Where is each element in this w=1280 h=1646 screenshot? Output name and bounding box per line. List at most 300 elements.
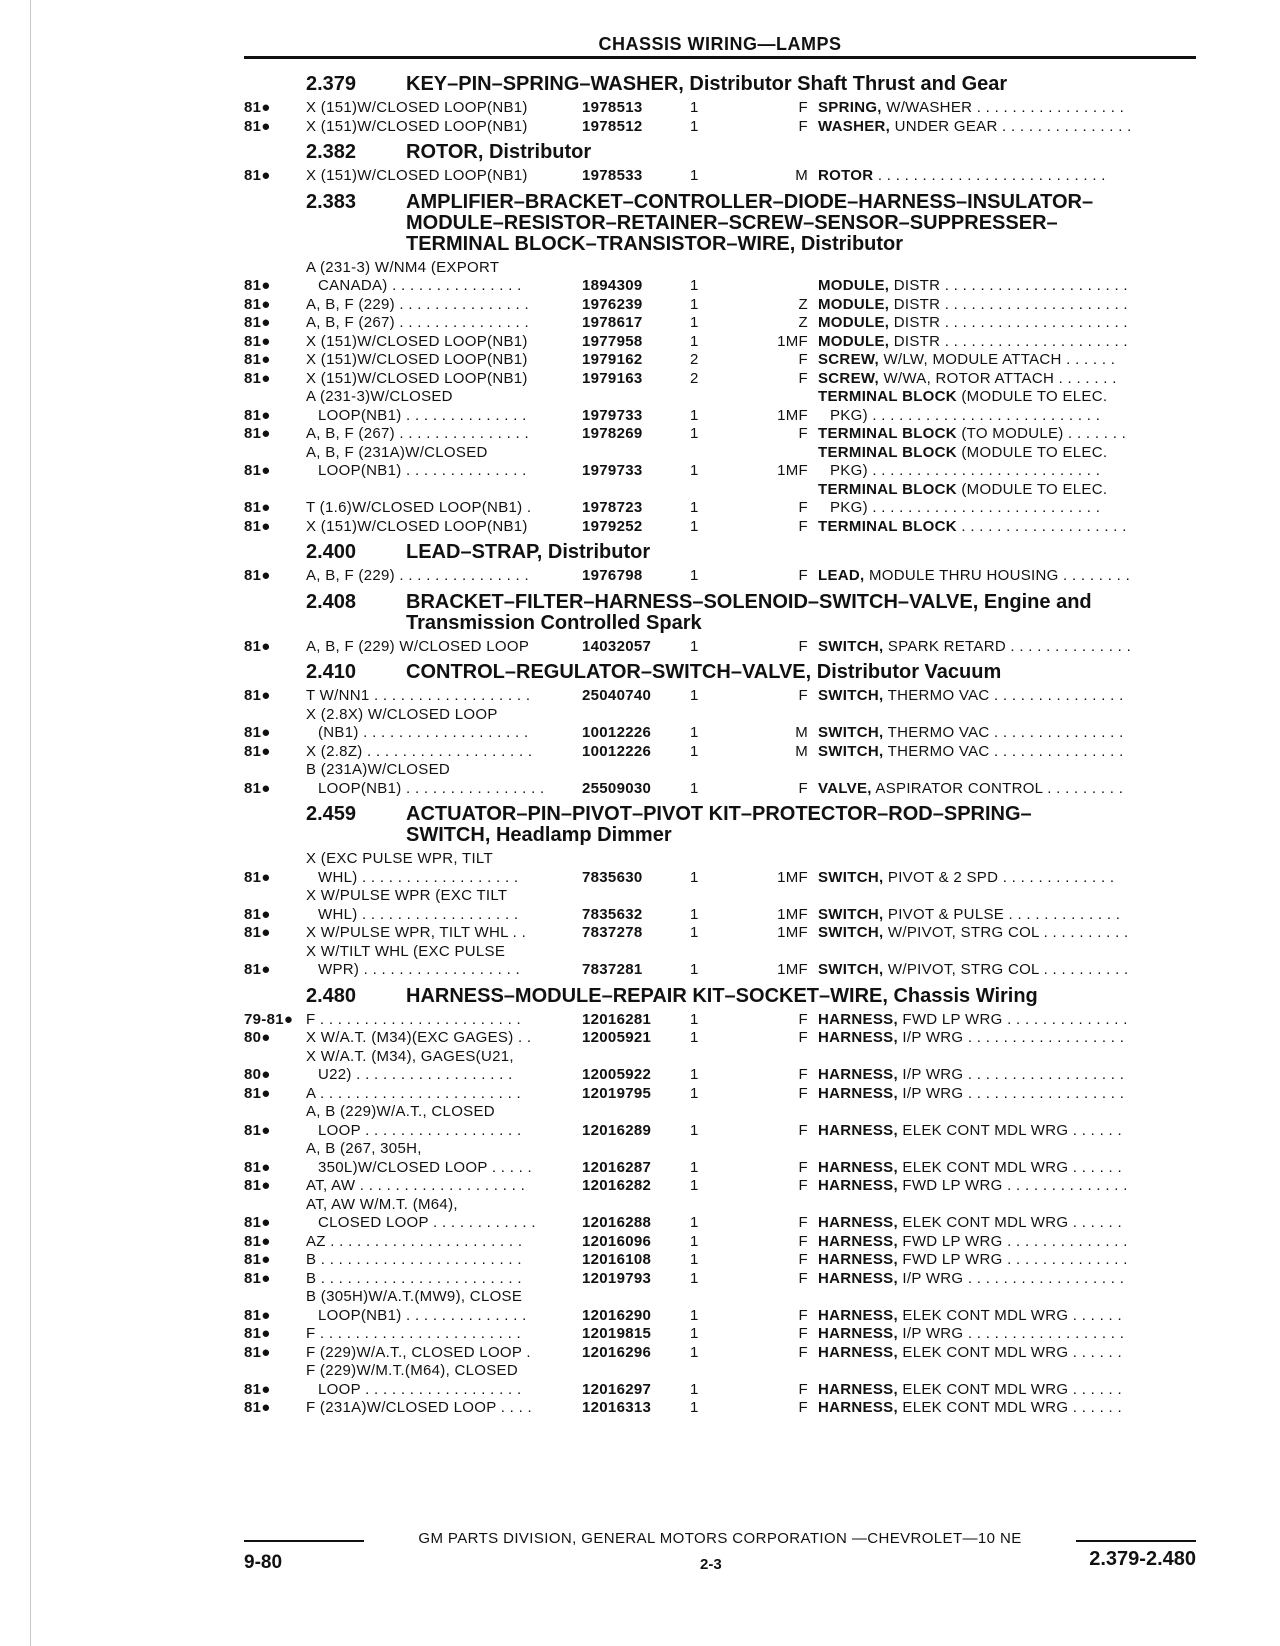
application-line: LOOP(NB1) . . . . . . . . . . . . . .	[318, 1306, 527, 1324]
part-number: 12016287	[582, 1158, 652, 1176]
description-line	[818, 1029, 1196, 1048]
source-code: F	[798, 1121, 808, 1139]
model-year: 81●	[244, 351, 271, 368]
model-year: 79-81●	[244, 1010, 294, 1028]
model-year: 81●	[244, 1399, 271, 1416]
description	[818, 906, 1196, 925]
application	[306, 1270, 582, 1289]
application-line: F (231A)W/CLOSED LOOP . . . .	[306, 1399, 532, 1416]
description-noun: HARNESS,	[818, 1158, 898, 1176]
part-row	[244, 518, 1196, 537]
description-line	[818, 743, 1196, 762]
part-row	[244, 887, 1196, 924]
source-code: 1MF	[777, 961, 808, 978]
description	[818, 370, 1196, 389]
description-noun: HARNESS,	[818, 1029, 898, 1046]
part-number: 25509030	[582, 779, 652, 797]
description-text: W/PIVOT, STRG COL . . . . . . . . . .	[887, 924, 1129, 941]
description	[818, 1029, 1196, 1048]
description-line	[818, 388, 1196, 407]
model-year: 81●	[244, 499, 271, 516]
source-code: F	[798, 1214, 808, 1231]
model-year: 81●	[244, 99, 271, 116]
description-noun: WASHER,	[818, 117, 891, 135]
part-number: 7837281	[582, 961, 643, 978]
application-line: X (151)W/CLOSED LOOP(NB1)	[306, 99, 528, 116]
description	[818, 638, 1196, 657]
application	[306, 333, 582, 352]
description	[818, 296, 1196, 315]
part-row	[244, 1048, 1196, 1085]
quantity: 1	[690, 117, 699, 135]
model-year: 81●	[244, 406, 271, 424]
quantity: 1	[690, 1306, 699, 1324]
part-row	[244, 1085, 1196, 1104]
part-row	[244, 1011, 1196, 1030]
description-text: PIVOT & PULSE . . . . . . . . . . . . .	[887, 905, 1121, 923]
description-line	[818, 1085, 1196, 1104]
quantity: 1	[690, 425, 699, 442]
quantity: 1	[690, 1121, 699, 1139]
model-year: 81●	[244, 961, 271, 978]
description-noun: SCREW,	[818, 369, 879, 387]
application-line: F (229)W/A.T., CLOSED LOOP .	[306, 1343, 531, 1361]
description	[818, 1399, 1196, 1418]
description-text: W/LW, MODULE ATTACH . . . . . .	[883, 351, 1116, 368]
description-noun: MODULE,	[818, 277, 890, 294]
source-code: 1MF	[777, 905, 808, 923]
application-line: A, B (229)W/A.T., CLOSED	[306, 1103, 495, 1120]
section-title-line: ACTUATOR–PIN–PIVOT–PIVOT KIT–PROTECTOR–ROD–SPRING–	[406, 804, 1032, 825]
description	[818, 924, 1196, 943]
catalog-section	[244, 142, 1196, 186]
model-year: 81●	[244, 1158, 271, 1176]
model-year: 81●	[244, 637, 271, 655]
application	[306, 1233, 582, 1252]
description-line	[818, 167, 1196, 186]
description-text: I/P WRG . . . . . . . . . . . . . . . . . .	[902, 1325, 1125, 1342]
part-row	[244, 1233, 1196, 1252]
part-row	[244, 1288, 1196, 1325]
application	[306, 425, 582, 444]
application	[306, 1103, 582, 1140]
section-title	[406, 74, 1196, 95]
catalog-section	[244, 662, 1196, 798]
part-row	[244, 167, 1196, 186]
description-text: FWD LP WRG . . . . . . . . . . . . . .	[902, 1010, 1128, 1028]
footer-rule-right	[1076, 1540, 1196, 1542]
description-text: PKG) . . . . . . . . . . . . . . . . . . . . . . . . . .	[830, 499, 1101, 516]
part-number: 12016297	[582, 1380, 652, 1398]
application-line: LOOP(NB1) . . . . . . . . . . . . . . . .	[318, 779, 545, 797]
section-number: 2.408	[306, 590, 357, 613]
description-text: THERMO VAC . . . . . . . . . . . . . . .	[887, 687, 1124, 704]
model-year: 81●	[244, 1380, 271, 1398]
application-line: U22) . . . . . . . . . . . . . . . . . .	[318, 1066, 513, 1083]
model-year: 81●	[244, 295, 271, 313]
application	[306, 259, 582, 296]
application	[306, 1048, 582, 1085]
application-line: LOOP . . . . . . . . . . . . . . . . . .	[318, 1121, 522, 1139]
description-text: DISTR . . . . . . . . . . . . . . . . . . . . .	[893, 295, 1128, 313]
application-line: CANADA) . . . . . . . . . . . . . . .	[318, 277, 522, 294]
model-year: 81●	[244, 1084, 271, 1102]
description-text: I/P WRG . . . . . . . . . . . . . . . . . .	[902, 1029, 1125, 1046]
source-code: F	[798, 1343, 808, 1361]
part-row	[244, 370, 1196, 389]
part-number: 1979162	[582, 351, 643, 368]
description	[818, 1381, 1196, 1400]
source-code: 1MF	[777, 868, 808, 886]
quantity: 1	[690, 1010, 699, 1028]
description	[818, 1085, 1196, 1104]
description-line	[818, 1399, 1196, 1418]
description-noun: HARNESS,	[818, 1066, 898, 1083]
quantity: 1	[690, 332, 699, 350]
application	[306, 706, 582, 743]
application-line: X (151)W/CLOSED LOOP(NB1)	[306, 517, 528, 535]
quantity: 1	[690, 1251, 699, 1268]
quantity: 1	[690, 1380, 699, 1398]
model-year: 81●	[244, 905, 271, 923]
source-code: M	[795, 167, 808, 184]
part-number: 1978512	[582, 117, 643, 135]
quantity: 1	[690, 462, 699, 479]
application-line: A, B, F (231A)W/CLOSED	[306, 443, 488, 461]
description-text: DISTR . . . . . . . . . . . . . . . . . . . . .	[893, 314, 1128, 331]
description-noun: HARNESS,	[818, 1380, 898, 1398]
part-number: 1979163	[582, 369, 643, 387]
source-code: F	[798, 1029, 808, 1046]
description-noun: SWITCH,	[818, 868, 884, 886]
section-number: 2.410	[306, 661, 357, 683]
description-noun: HARNESS,	[818, 1399, 898, 1416]
application-line: AZ . . . . . . . . . . . . . . . . . . . . . .	[306, 1232, 523, 1250]
part-row	[244, 1177, 1196, 1196]
part-number: 12016281	[582, 1010, 652, 1028]
part-number: 25040740	[582, 687, 652, 704]
model-year: 81●	[244, 369, 271, 387]
part-row	[244, 351, 1196, 370]
description-text: DISTR . . . . . . . . . . . . . . . . . . . . .	[893, 277, 1128, 294]
description-line	[818, 499, 1196, 518]
source-code: M	[795, 724, 808, 741]
description-line	[818, 1270, 1196, 1289]
section-title-line: KEY–PIN–SPRING–WASHER, Distributor Shaft Thrust and Gear	[406, 74, 1008, 95]
application	[306, 1011, 582, 1030]
description-noun: MODULE,	[818, 332, 890, 350]
section-title-line: CONTROL–REGULATOR–SWITCH–VALVE, Distributor Vacuum	[406, 662, 1002, 683]
part-row	[244, 743, 1196, 762]
application	[306, 1177, 582, 1196]
model-year: 81●	[244, 462, 271, 479]
part-row	[244, 1399, 1196, 1418]
description-line	[818, 1325, 1196, 1344]
quantity: 1	[690, 1325, 699, 1342]
description-line	[818, 1159, 1196, 1178]
application-line: WHL) . . . . . . . . . . . . . . . . . .	[318, 905, 519, 923]
part-row	[244, 850, 1196, 887]
model-year: 81●	[244, 517, 271, 535]
description-text: PKG) . . . . . . . . . . . . . . . . . . . . . . . . . .	[830, 462, 1101, 479]
application-line: LOOP . . . . . . . . . . . . . . . . . .	[318, 1380, 522, 1398]
part-number: 12016289	[582, 1121, 652, 1139]
application	[306, 99, 582, 118]
description-noun: TERMINAL BLOCK	[818, 517, 957, 535]
catalog-section	[244, 986, 1196, 1418]
description	[818, 687, 1196, 706]
description	[818, 333, 1196, 352]
section-title	[406, 142, 1196, 163]
description-line	[818, 924, 1196, 943]
section-number: 2.379	[306, 73, 357, 95]
description-noun: TERMINAL BLOCK	[818, 480, 957, 498]
model-year: 81●	[244, 567, 271, 584]
part-number: 12019793	[582, 1269, 652, 1287]
application	[306, 370, 582, 389]
description	[818, 869, 1196, 888]
part-number: 1978269	[582, 425, 643, 442]
source-code: F	[798, 567, 808, 584]
description-line	[818, 296, 1196, 315]
application-line: A (231-3) W/NM4 (EXPORT	[306, 258, 500, 276]
model-year: 81●	[244, 314, 271, 331]
application	[306, 1288, 582, 1325]
description-line	[818, 277, 1196, 296]
description	[818, 567, 1196, 586]
section-title-line: BRACKET–FILTER–HARNESS–SOLENOID–SWITCH–VALVE, Engine and	[406, 591, 1092, 613]
description-text: . . . . . . . . . . . . . . . . . . . . . . . . . .	[877, 167, 1106, 184]
catalog-section	[244, 74, 1196, 136]
quantity: 1	[690, 517, 699, 535]
part-row	[244, 1325, 1196, 1344]
application	[306, 388, 582, 425]
footer-date: 9-80	[244, 1552, 283, 1573]
application-line: F . . . . . . . . . . . . . . . . . . . . . . .	[306, 1010, 521, 1028]
part-number: 12019815	[582, 1325, 652, 1342]
quantity: 1	[690, 742, 699, 760]
part-number: 10012226	[582, 742, 652, 760]
description-line	[818, 425, 1196, 444]
description	[818, 1307, 1196, 1326]
application	[306, 887, 582, 924]
application	[306, 167, 582, 186]
application-line: X (2.8Z) . . . . . . . . . . . . . . . . . . .	[306, 742, 533, 760]
source-code: F	[798, 637, 808, 655]
part-row	[244, 1270, 1196, 1289]
application-line: 350L)W/CLOSED LOOP . . . . .	[318, 1158, 533, 1176]
application-line: B (231A)W/CLOSED	[306, 761, 451, 778]
description-noun: MODULE,	[818, 314, 890, 331]
application-line: A, B, F (229) . . . . . . . . . . . . . . .	[306, 567, 529, 584]
description-noun: HARNESS,	[818, 1306, 898, 1324]
description	[818, 1066, 1196, 1085]
description-line	[818, 567, 1196, 586]
description	[818, 351, 1196, 370]
part-number: 12016296	[582, 1343, 652, 1361]
description-text: I/P WRG . . . . . . . . . . . . . . . . . .	[902, 1084, 1125, 1102]
quantity: 1	[690, 1029, 699, 1046]
application	[306, 743, 582, 762]
description	[818, 1122, 1196, 1141]
catalog-section	[244, 192, 1196, 537]
application-line: WPR) . . . . . . . . . . . . . . . . . .	[318, 961, 521, 978]
quantity: 1	[690, 99, 699, 116]
quantity: 1	[690, 1343, 699, 1361]
footer-page-number: 2-3	[700, 1556, 722, 1573]
part-number: 14032057	[582, 637, 652, 655]
quantity: 1	[690, 167, 699, 184]
source-code: F	[798, 499, 808, 516]
model-year: 81●	[244, 1232, 271, 1250]
section-title-line: LEAD–STRAP, Distributor	[406, 542, 651, 563]
model-year: 81●	[244, 117, 271, 135]
model-year: 81●	[244, 167, 271, 184]
part-row	[244, 943, 1196, 980]
section-number: 2.480	[306, 984, 357, 1007]
application-line: T (1.6)W/CLOSED LOOP(NB1) .	[306, 499, 532, 516]
description	[818, 1344, 1196, 1363]
part-number: 1978513	[582, 99, 643, 116]
part-row	[244, 1029, 1196, 1048]
catalog-section	[244, 804, 1196, 980]
source-code: F	[798, 1269, 808, 1287]
description	[818, 388, 1196, 425]
application	[306, 761, 582, 798]
application-line: F (229)W/M.T.(M64), CLOSED	[306, 1362, 518, 1379]
application-line: A . . . . . . . . . . . . . . . . . . . . . . .	[306, 1084, 521, 1102]
description	[818, 1233, 1196, 1252]
source-code: F	[798, 1066, 808, 1083]
description-line	[818, 1066, 1196, 1085]
application	[306, 687, 582, 706]
description-text: SPARK RETARD . . . . . . . . . . . . . .	[887, 637, 1132, 655]
quantity: 1	[690, 1177, 699, 1194]
quantity: 1	[690, 868, 699, 886]
application	[306, 444, 582, 481]
application-line: A (231-3)W/CLOSED	[306, 388, 453, 405]
quantity: 1	[690, 1269, 699, 1287]
quantity: 1	[690, 295, 699, 313]
description	[818, 961, 1196, 980]
section-heading	[244, 662, 1196, 683]
part-number: 1976239	[582, 295, 643, 313]
quantity: 1	[690, 924, 699, 941]
part-number: 12016288	[582, 1214, 652, 1231]
application	[306, 1399, 582, 1418]
application	[306, 1251, 582, 1270]
quantity: 2	[690, 351, 699, 368]
section-title-line: MODULE–RESISTOR–RETAINER–SCREW–SENSOR–SUPPRESSER–	[406, 212, 1058, 234]
description-text: W/PIVOT, STRG COL . . . . . . . . . .	[887, 961, 1129, 978]
description-text: THERMO VAC . . . . . . . . . . . . . . .	[887, 724, 1124, 741]
application-line: X (2.8X) W/CLOSED LOOP	[306, 705, 498, 723]
section-title	[406, 804, 1196, 846]
part-number: 1977958	[582, 332, 643, 350]
description	[818, 1270, 1196, 1289]
description-noun: SWITCH,	[818, 905, 884, 923]
description-text: W/WASHER . . . . . . . . . . . . . . . . .	[886, 99, 1125, 116]
model-year: 81●	[244, 1121, 271, 1139]
part-row	[244, 706, 1196, 743]
description-noun: SPRING,	[818, 99, 882, 116]
description-line	[818, 314, 1196, 333]
section-number: 2.382	[306, 141, 357, 163]
model-year: 81●	[244, 924, 271, 941]
part-number: 1894309	[582, 277, 643, 294]
application-line: (NB1) . . . . . . . . . . . . . . . . . . .	[318, 724, 529, 741]
description	[818, 1011, 1196, 1030]
part-number: 12019795	[582, 1084, 652, 1102]
description-line	[818, 961, 1196, 980]
section-heading	[244, 74, 1196, 95]
quantity: 1	[690, 905, 699, 923]
source-code: F	[798, 1010, 808, 1028]
part-row	[244, 567, 1196, 586]
model-year: 81●	[244, 868, 271, 886]
description	[818, 481, 1196, 518]
description	[818, 743, 1196, 762]
quantity: 1	[690, 637, 699, 655]
description-noun: TERMINAL BLOCK	[818, 388, 957, 405]
model-year: 81●	[244, 687, 271, 704]
application-line: WHL) . . . . . . . . . . . . . . . . . .	[318, 868, 519, 886]
description	[818, 167, 1196, 186]
application-line: X (151)W/CLOSED LOOP(NB1)	[306, 167, 528, 184]
description-noun: SWITCH,	[818, 687, 884, 704]
part-number: 7835632	[582, 905, 643, 923]
model-year: 80●	[244, 1029, 271, 1046]
section-title-line: ROTOR, Distributor	[406, 142, 592, 163]
description	[818, 724, 1196, 743]
model-year: 81●	[244, 1306, 271, 1324]
description-text: I/P WRG . . . . . . . . . . . . . . . . . .	[902, 1269, 1125, 1287]
description-noun: HARNESS,	[818, 1121, 898, 1139]
application-line: X W/PULSE WPR (EXC TILT	[306, 887, 508, 904]
part-row	[244, 99, 1196, 118]
description-line	[818, 1233, 1196, 1252]
part-row	[244, 314, 1196, 333]
footer-group-range: 2.379-2.480	[1089, 1548, 1196, 1570]
source-code: 1MF	[777, 406, 808, 424]
application	[306, 296, 582, 315]
application	[306, 943, 582, 980]
quantity: 1	[690, 1158, 699, 1176]
description-text: FWD LP WRG . . . . . . . . . . . . . .	[902, 1232, 1128, 1250]
part-row	[244, 1344, 1196, 1363]
description-text: MODULE THRU HOUSING . . . . . . . .	[868, 567, 1131, 584]
description-line	[818, 462, 1196, 481]
source-code: F	[798, 1325, 808, 1342]
description	[818, 444, 1196, 481]
application-line: X (151)W/CLOSED LOOP(NB1)	[306, 332, 528, 350]
description-line	[818, 1122, 1196, 1141]
description-text: ELEK CONT MDL WRG . . . . . .	[902, 1158, 1122, 1176]
application-line: X W/PULSE WPR, TILT WHL . .	[306, 924, 527, 941]
application-line: AT, AW . . . . . . . . . . . . . . . . . . .	[306, 1177, 526, 1194]
application-line: X (151)W/CLOSED LOOP(NB1)	[306, 351, 528, 368]
application-line: A, B (267, 305H,	[306, 1140, 422, 1157]
application-line: B (305H)W/A.T.(MW9), CLOSE	[306, 1288, 523, 1305]
description-line	[818, 780, 1196, 799]
application-line: CLOSED LOOP . . . . . . . . . . . .	[318, 1214, 536, 1231]
source-code: F	[798, 1158, 808, 1176]
source-code: F	[798, 369, 808, 387]
part-number: 12016290	[582, 1306, 652, 1324]
part-number: 12016313	[582, 1399, 652, 1416]
source-code: M	[795, 742, 808, 760]
quantity: 1	[690, 1066, 699, 1083]
